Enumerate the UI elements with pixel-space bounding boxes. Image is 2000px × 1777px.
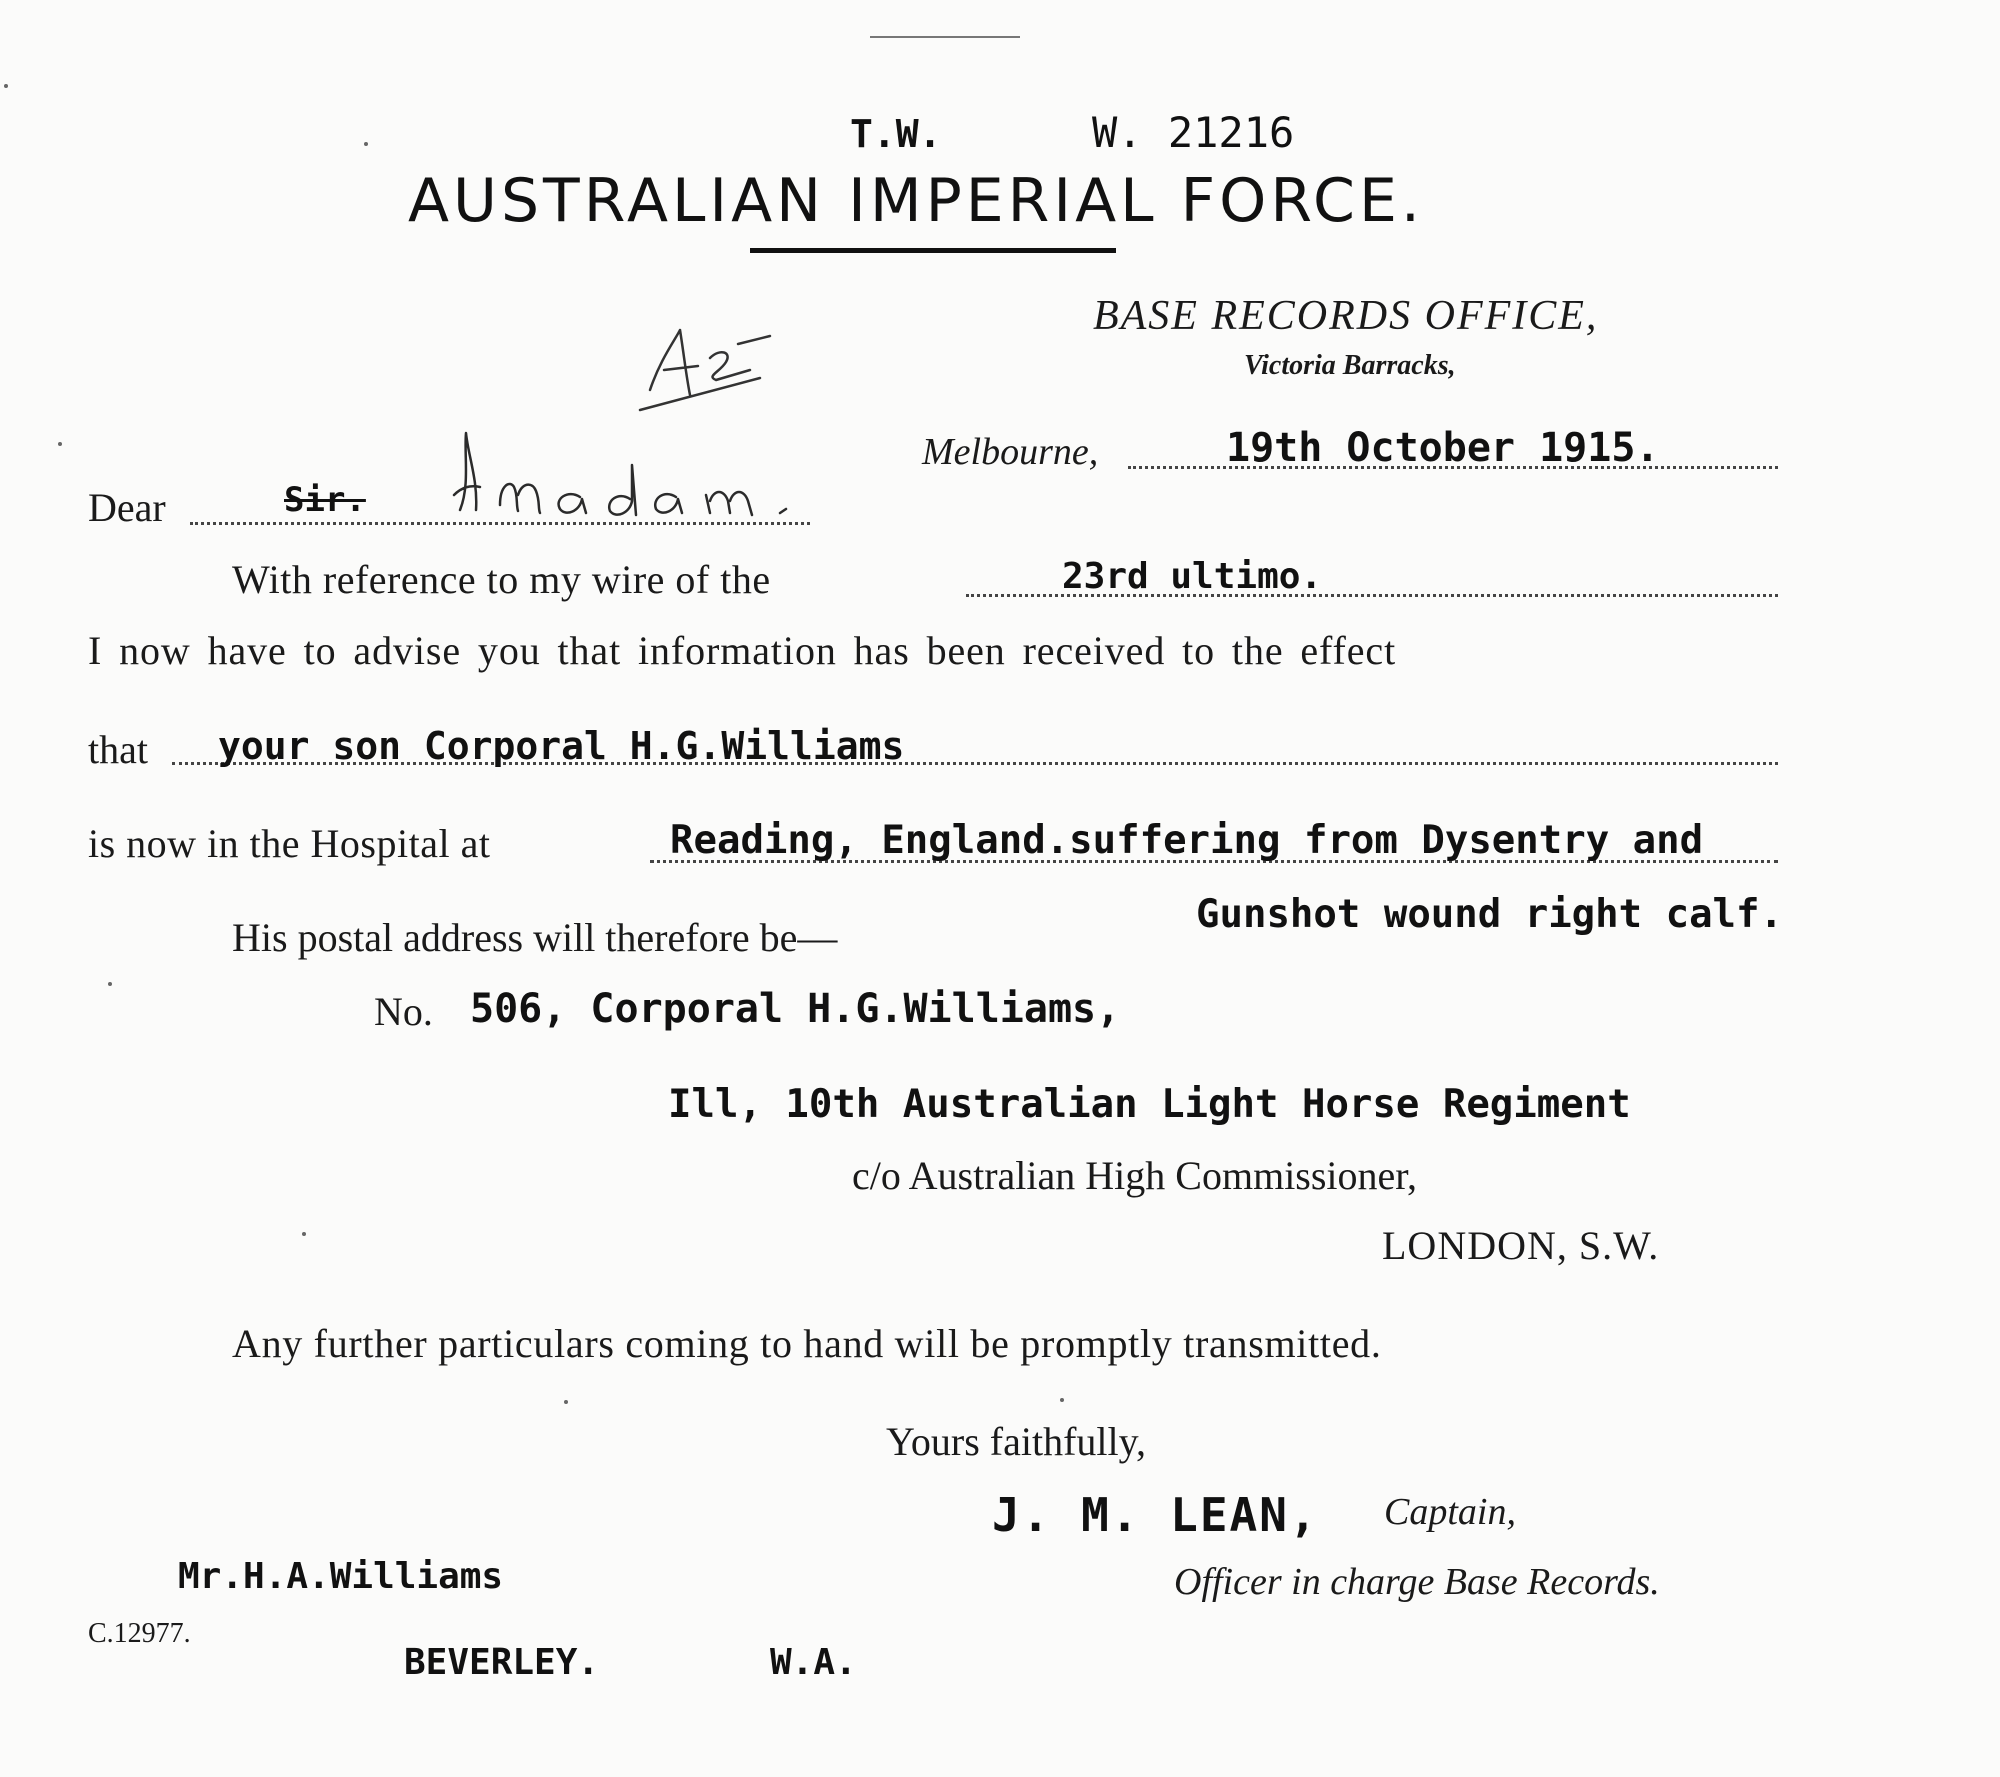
addressee-town: BEVERLEY. — [404, 1642, 600, 1683]
office-name: BASE RECORDS OFFICE, — [1093, 293, 1599, 339]
scan-speck — [1060, 1398, 1064, 1402]
scan-speck — [364, 142, 368, 146]
form-code: C.12977. — [88, 1618, 191, 1649]
hospital-line-2: Gunshot wound right calf. — [1196, 892, 1783, 937]
ref-number: W. 21216 — [1092, 108, 1295, 157]
closing: Yours faithfully, — [886, 1419, 1147, 1464]
addressee-state: W.A. — [770, 1642, 857, 1683]
handwritten-madam — [440, 425, 810, 535]
dear-label: Dear — [88, 485, 166, 530]
postal-intro: His postal address will therefore be— — [232, 915, 838, 960]
barracks: Victoria Barracks, — [1244, 350, 1456, 381]
reference-value: 23rd ultimo. — [1062, 556, 1323, 597]
address-soldier: 506, Corporal H.G.Williams, — [470, 986, 1121, 1032]
signatory-title: Officer in charge Base Records. — [1174, 1561, 1660, 1603]
address-care-of: c/o Australian High Commissioner, — [852, 1153, 1418, 1198]
scan-speck — [4, 84, 8, 88]
top-faint-rule — [870, 36, 1020, 38]
hospital-line-1: Reading, England.suffering from Dysentry and — [670, 818, 1704, 863]
advise-line: I now have to advise you that information has been received to the effect — [88, 628, 1397, 673]
address-unit: Ill, 10th Australian Light Horse Regiment — [668, 1082, 1631, 1127]
scan-speck — [58, 442, 62, 446]
addressee-name: Mr.H.A.Williams — [178, 1556, 504, 1597]
handwritten-initials — [620, 300, 790, 415]
city: Melbourne, — [922, 431, 1099, 473]
scan-speck — [108, 982, 112, 986]
hospital-prefix: is now in the Hospital at — [88, 821, 491, 866]
letter-date: 19th October 1915. — [1226, 425, 1660, 471]
organisation-title: AUSTRALIAN IMPERIAL FORCE. — [408, 166, 1424, 236]
scan-speck — [564, 1400, 568, 1404]
that-label: that — [88, 727, 148, 772]
address-no-label: No. — [374, 989, 433, 1034]
title-underline — [750, 248, 1116, 253]
further-particulars: Any further particulars coming to hand will be promptly transmitted. — [232, 1321, 1382, 1366]
reference-prefix: With reference to my wire of the — [232, 557, 771, 602]
struck-title: Sir. — [284, 480, 366, 520]
scan-speck — [302, 1232, 306, 1236]
subject: your son Corporal H.G.Williams — [218, 724, 905, 768]
signatory-rank: Captain, — [1384, 1491, 1516, 1533]
address-city: LONDON, S.W. — [1382, 1223, 1660, 1268]
ref-tw: T.W. — [850, 112, 942, 156]
signatory-name: J. M. LEAN, — [992, 1488, 1319, 1542]
